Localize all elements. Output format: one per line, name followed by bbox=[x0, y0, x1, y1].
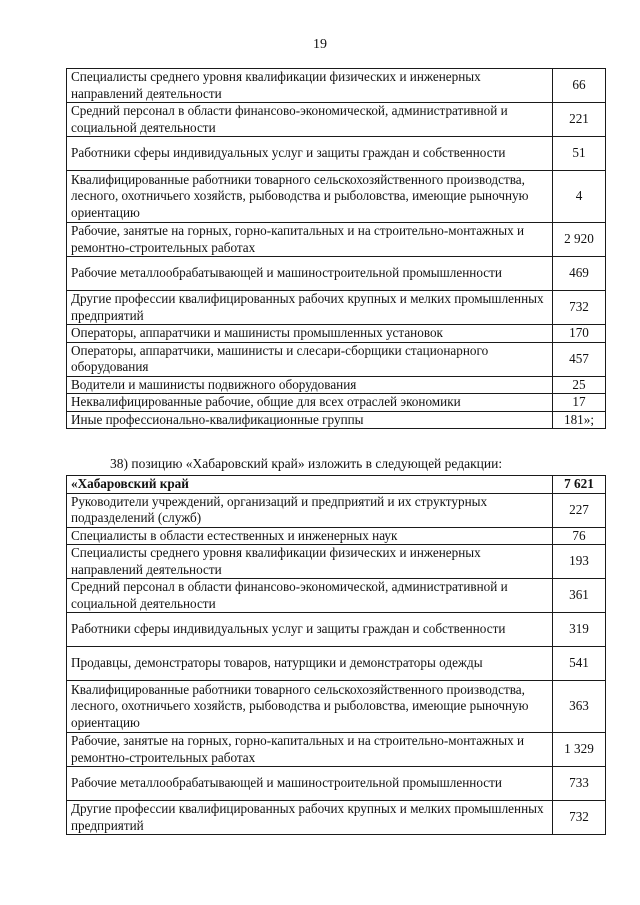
row-value: 51 bbox=[553, 137, 606, 171]
row-value: 66 bbox=[553, 69, 606, 103]
amendment-instruction: 38) позицию «Хабаровский край» изложить в следующей редакции: bbox=[110, 456, 503, 471]
table-row bbox=[67, 647, 606, 681]
table-row bbox=[67, 342, 606, 376]
row-name: Продавцы, демонстраторы товаров, натурщики и демонстраторы одежды bbox=[67, 647, 553, 681]
table-row bbox=[67, 257, 606, 291]
row-value: 221 bbox=[553, 103, 606, 137]
table-row bbox=[67, 767, 606, 801]
row-value: 457 bbox=[553, 342, 606, 376]
row-value: 181»; bbox=[553, 411, 606, 429]
row-value: 469 bbox=[553, 257, 606, 291]
row-value: 732 bbox=[553, 291, 606, 325]
row-name: Операторы, аппаратчики и машинисты промышленных установок bbox=[67, 325, 553, 343]
row-name: Специалисты в области естественных и инженерных наук bbox=[67, 527, 553, 545]
row-name: Рабочие, занятые на горных, горно-капитальных и на строительно-монтажных и ремонтно-строительных работах bbox=[67, 223, 553, 257]
table-row bbox=[67, 223, 606, 257]
row-name: Квалифицированные работники товарного сельскохозяйственного производства, лесного, охотничьего хозяйств, рыбоводства и рыболовства, имеющие рыночную ориентацию bbox=[67, 171, 553, 223]
row-name: Работники сферы индивидуальных услуг и защиты граждан и собственности bbox=[67, 137, 553, 171]
row-name: Другие профессии квалифицированных рабочих крупных и мелких промышленных предприятий bbox=[67, 291, 553, 325]
occupation-table-continued bbox=[66, 68, 606, 429]
khabarovsk-occupation-table bbox=[66, 475, 606, 835]
row-value: 76 bbox=[553, 527, 606, 545]
row-name: Работники сферы индивидуальных услуг и защиты граждан и собственности bbox=[67, 613, 553, 647]
table-row bbox=[67, 325, 606, 343]
row-value: 17 bbox=[553, 394, 606, 412]
table-row bbox=[67, 103, 606, 137]
row-name: Рабочие, занятые на горных, горно-капитальных и на строительно-монтажных и ремонтно-строительных работах bbox=[67, 733, 553, 767]
table-row bbox=[67, 171, 606, 223]
table-row bbox=[67, 137, 606, 171]
row-name: Рабочие металлообрабатывающей и машиностроительной промышленности bbox=[67, 767, 553, 801]
table-row bbox=[67, 545, 606, 579]
table-row bbox=[67, 69, 606, 103]
table-row bbox=[67, 291, 606, 325]
row-value: 4 bbox=[553, 171, 606, 223]
row-value: 2 920 bbox=[553, 223, 606, 257]
row-value: 1 329 bbox=[553, 733, 606, 767]
region-total: 7 621 bbox=[553, 476, 606, 494]
table-row bbox=[67, 394, 606, 412]
table-row bbox=[67, 579, 606, 613]
table-row bbox=[67, 801, 606, 835]
row-value: 732 bbox=[553, 801, 606, 835]
row-name: Специалисты среднего уровня квалификации физических и инженерных направлений деятельности bbox=[67, 69, 553, 103]
row-name: Другие профессии квалифицированных рабочих крупных и мелких промышленных предприятий bbox=[67, 801, 553, 835]
table-row bbox=[67, 613, 606, 647]
row-value: 541 bbox=[553, 647, 606, 681]
row-name: Специалисты среднего уровня квалификации физических и инженерных направлений деятельности bbox=[67, 545, 553, 579]
row-value: 733 bbox=[553, 767, 606, 801]
row-name: Рабочие металлообрабатывающей и машиностроительной промышленности bbox=[67, 257, 553, 291]
row-name: Средний персонал в области финансово-экономической, административной и социальной деятельности bbox=[67, 579, 553, 613]
row-value: 361 bbox=[553, 579, 606, 613]
row-value: 319 bbox=[553, 613, 606, 647]
table-row bbox=[67, 527, 606, 545]
table-row bbox=[67, 493, 606, 527]
row-name: Руководители учреждений, организаций и предприятий и их структурных подразделений (служб) bbox=[67, 493, 553, 527]
row-name: Квалифицированные работники товарного сельскохозяйственного производства, лесного, охотничьего хозяйств, рыбоводства и рыболовства, имеющие рыночную ориентацию bbox=[67, 681, 553, 733]
page-number: 19 bbox=[313, 37, 327, 52]
row-name: Иные профессионально-квалификационные группы bbox=[67, 411, 553, 429]
row-value: 25 bbox=[553, 376, 606, 394]
region-header-row bbox=[67, 476, 606, 494]
table-row bbox=[67, 376, 606, 394]
table-row bbox=[67, 681, 606, 733]
row-name: Операторы, аппаратчики, машинисты и слесари-сборщики стационарного оборудования bbox=[67, 342, 553, 376]
row-value: 193 bbox=[553, 545, 606, 579]
row-value: 227 bbox=[553, 493, 606, 527]
table-row bbox=[67, 733, 606, 767]
row-value: 170 bbox=[553, 325, 606, 343]
region-name: «Хабаровский край bbox=[67, 476, 553, 494]
row-name: Средний персонал в области финансово-экономической, административной и социальной деятельности bbox=[67, 103, 553, 137]
row-name: Неквалифицированные рабочие, общие для всех отраслей экономики bbox=[67, 394, 553, 412]
row-value: 363 bbox=[553, 681, 606, 733]
table-row bbox=[67, 411, 606, 429]
row-name: Водители и машинисты подвижного оборудования bbox=[67, 376, 553, 394]
